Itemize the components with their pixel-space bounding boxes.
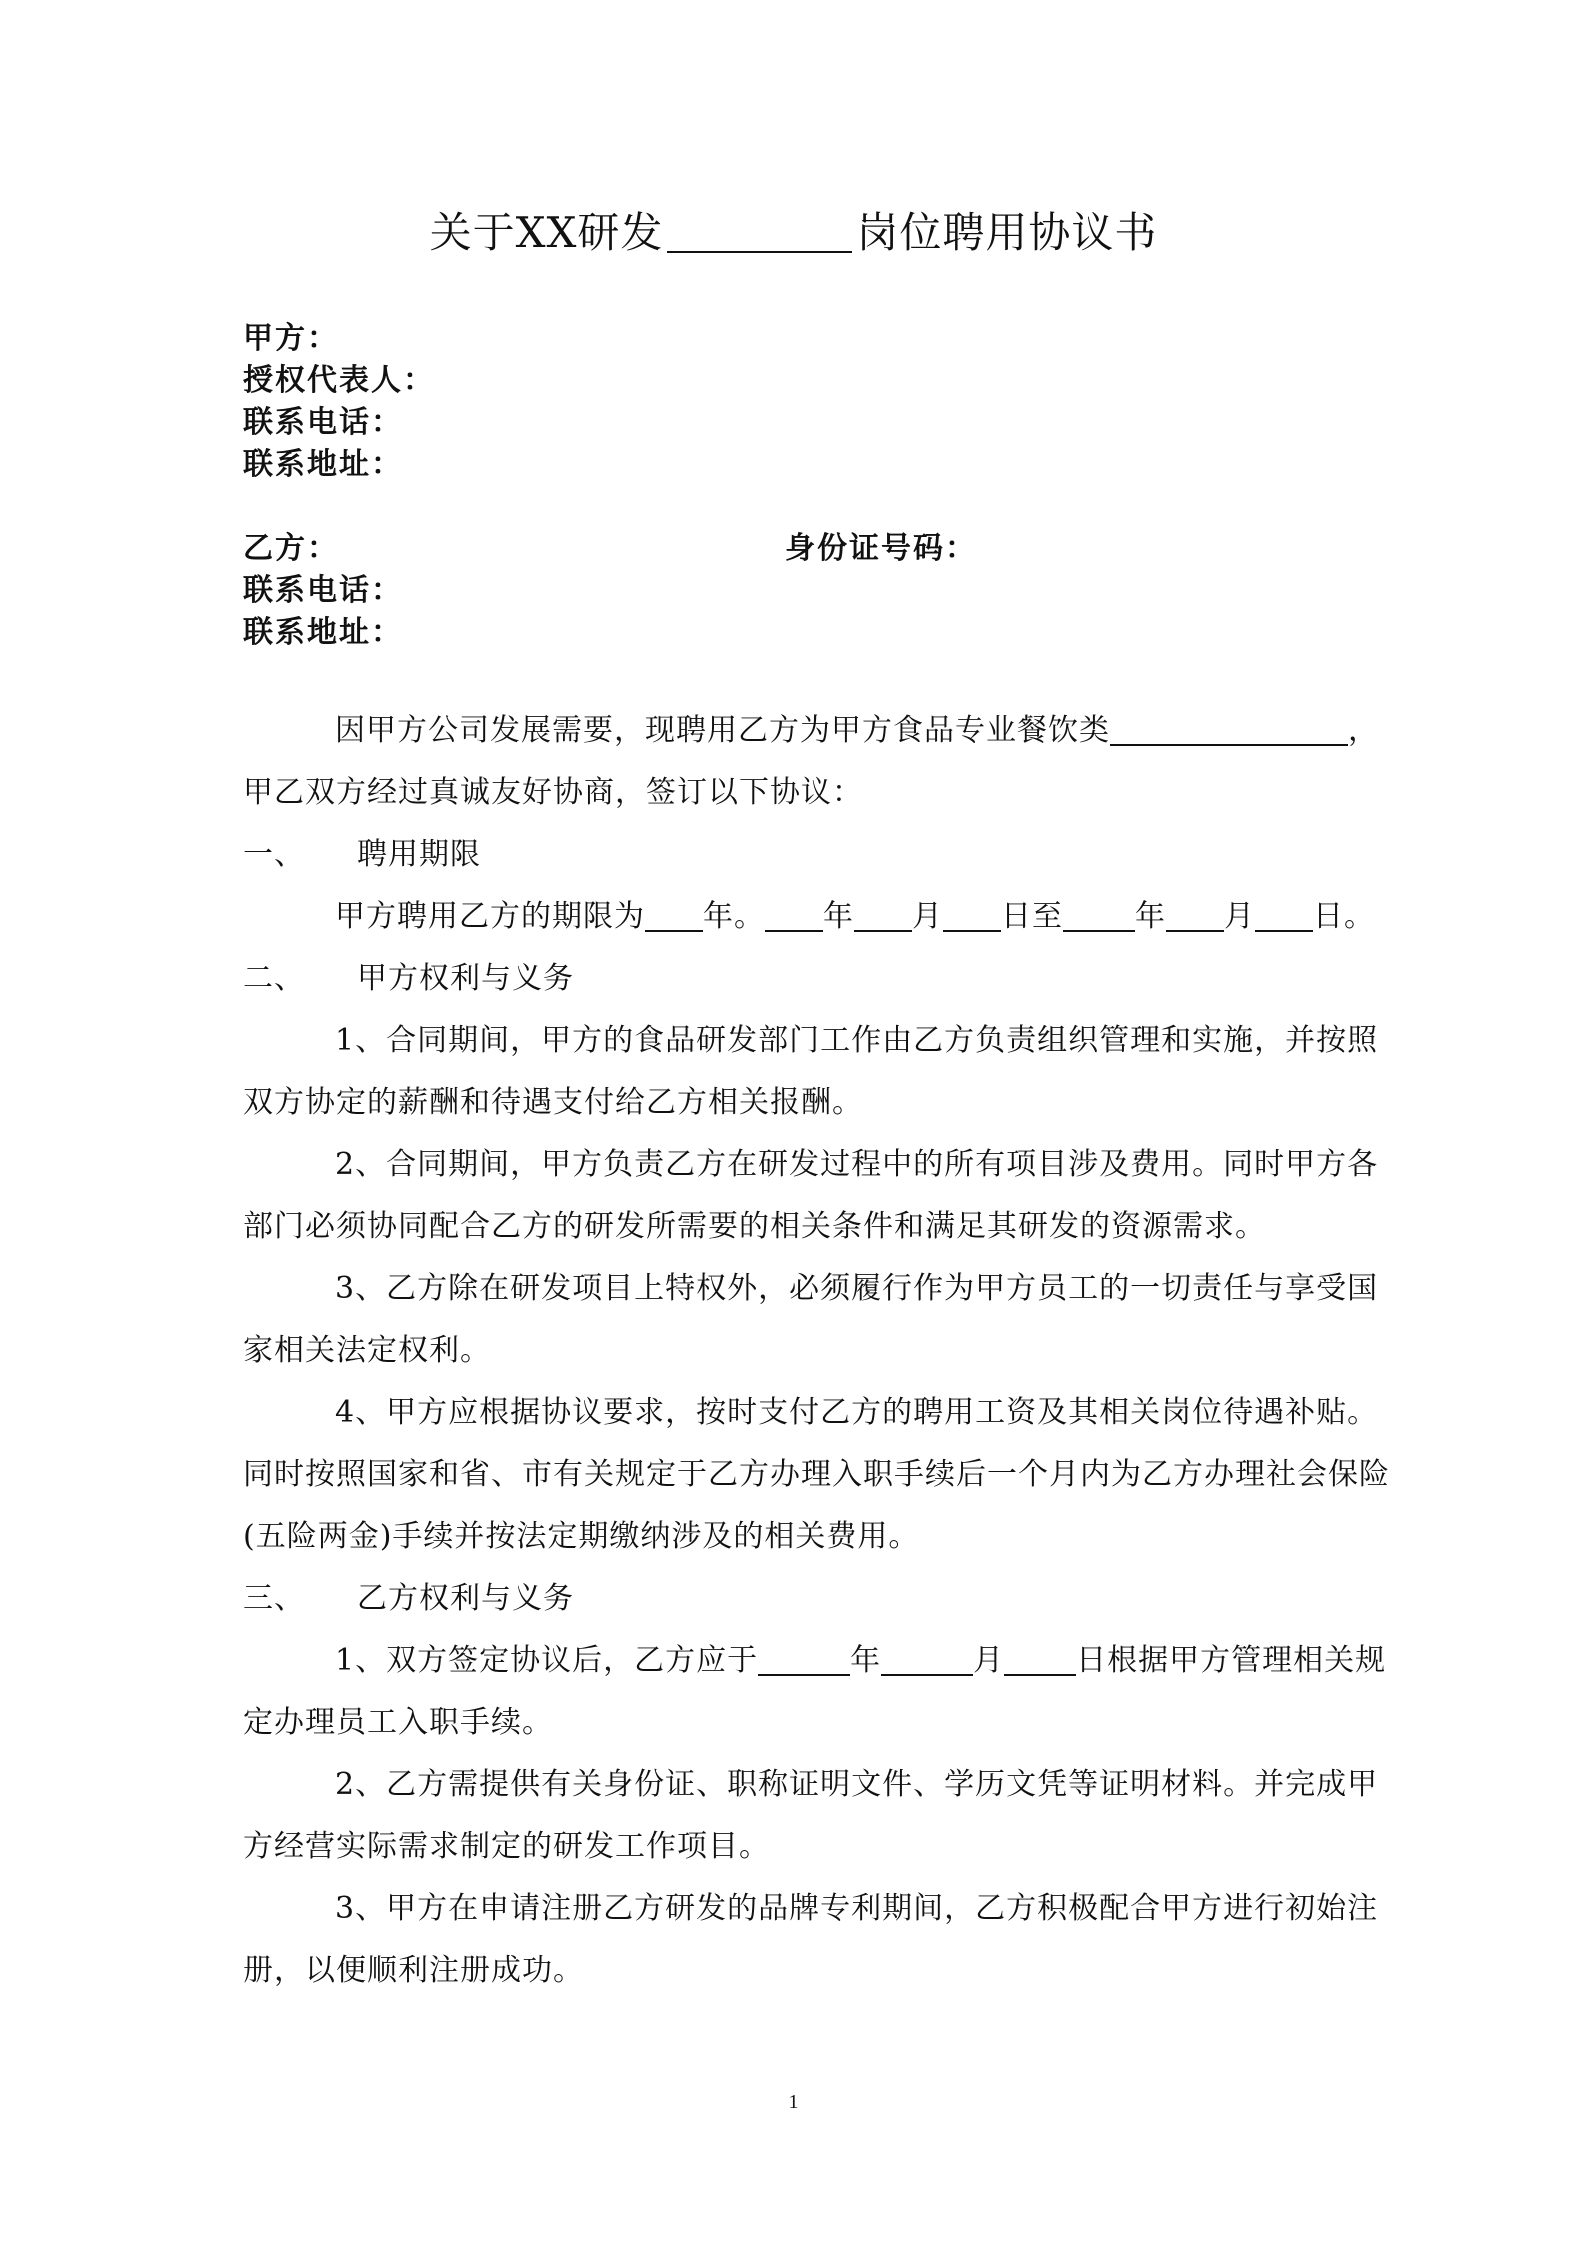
party-a-representative: 授权代表人： bbox=[243, 363, 435, 398]
party-b-duty-2-line-1: 2、乙方需提供有关身份证、职称证明文件、学历文凭等证明材料。并完成甲 bbox=[335, 1767, 1379, 1802]
party-b-duty-2-line-2: 方经营实际需求制定的研发工作项目。 bbox=[243, 1829, 770, 1864]
duty-1-text-b: 年 bbox=[850, 1643, 882, 1678]
intro-text: 因甲方公司发展需要，现聘用乙方为甲方食品专业餐饮类 bbox=[335, 713, 1110, 748]
term-line bbox=[243, 896, 1521, 938]
term-blank-end-day bbox=[1255, 898, 1313, 932]
page-number: 1 bbox=[788, 2091, 799, 2113]
party-a-duty-3-line-1: 3、乙方除在研发项目上特权外，必须履行作为甲方员工的一切责任与享受国 bbox=[335, 1271, 1379, 1306]
document-title bbox=[0, 205, 1587, 261]
entry-blank-month bbox=[881, 1642, 973, 1676]
party-b-duty-3-line-1: 3、甲方在申请注册乙方研发的品牌专利期间，乙方积极配合甲方进行初始注 bbox=[335, 1891, 1379, 1926]
party-b-label: 乙方： bbox=[243, 531, 339, 566]
term-blank-end-month bbox=[1166, 898, 1224, 932]
party-b-phone: 联系电话： bbox=[243, 573, 403, 608]
intro-line-2: 甲乙双方经过真诚友好协商，签订以下协议： bbox=[243, 775, 863, 810]
party-a-label: 甲方： bbox=[243, 321, 339, 356]
section-three-heading bbox=[243, 1578, 1429, 1620]
term-blank-start-day bbox=[943, 898, 1001, 932]
section-one-number: 一、 bbox=[243, 837, 305, 872]
party-a-duty-2-line-1: 2、合同期间，甲方负责乙方在研发过程中的所有项目涉及费用。同时甲方各 bbox=[335, 1147, 1379, 1182]
party-b-duty-1-line-1 bbox=[243, 1640, 1521, 1682]
section-three-number: 三、 bbox=[243, 1581, 305, 1616]
party-b-id-number: 身份证号码： bbox=[785, 531, 977, 566]
title-prefix: 关于XX研发 bbox=[429, 208, 664, 257]
term-blank-years bbox=[645, 898, 703, 932]
entry-blank-day bbox=[1004, 1642, 1076, 1676]
title-blank bbox=[667, 211, 852, 253]
duty-1-text-a: 1、双方签定协议后，乙方应于 bbox=[335, 1643, 759, 1678]
duty-1-text-c: 月 bbox=[973, 1643, 1005, 1678]
section-one-title: 聘用期限 bbox=[357, 837, 481, 872]
section-two-title: 甲方权利与义务 bbox=[357, 961, 574, 996]
party-a-duty-1-line-2: 双方协定的薪酬和待遇支付给乙方相关报酬。 bbox=[243, 1085, 863, 1120]
term-text-8: 日。 bbox=[1313, 899, 1375, 934]
party-a-address: 联系地址： bbox=[243, 447, 403, 482]
intro-line-1 bbox=[243, 710, 1521, 752]
term-text-3: 年 bbox=[823, 899, 854, 934]
duty-1-text-d: 日根据甲方管理相关规 bbox=[1076, 1643, 1387, 1678]
party-a-duty-4-line-3: (五险两金)手续并按法定期缴纳涉及的相关费用。 bbox=[243, 1519, 920, 1554]
section-three-title: 乙方权利与义务 bbox=[357, 1581, 574, 1616]
section-one-heading bbox=[243, 834, 1429, 876]
intro-blank bbox=[1110, 712, 1348, 746]
party-b-address: 联系地址： bbox=[243, 615, 403, 650]
term-text-6: 年 bbox=[1135, 899, 1166, 934]
term-blank-start-year bbox=[765, 898, 823, 932]
entry-blank-year bbox=[758, 1642, 850, 1676]
party-a-duty-2-line-2: 部门必须协同配合乙方的研发所需要的相关条件和满足其研发的资源需求。 bbox=[243, 1209, 1266, 1244]
party-a-phone: 联系电话： bbox=[243, 405, 403, 440]
section-two-heading bbox=[243, 958, 1429, 1000]
party-a-duty-1-line-1: 1、合同期间，甲方的食品研发部门工作由乙方负责组织管理和实施，并按照 bbox=[335, 1023, 1379, 1058]
party-a-duty-4-line-2: 同时按照国家和省、市有关规定于乙方办理入职手续后一个月内为乙方办理社会保险 bbox=[243, 1457, 1390, 1492]
term-blank-end-year bbox=[1063, 898, 1135, 932]
term-text-7: 月 bbox=[1224, 899, 1255, 934]
term-text-1: 甲方聘用乙方的期限为 bbox=[335, 899, 645, 934]
section-two-number: 二、 bbox=[243, 961, 305, 996]
party-a-duty-3-line-2: 家相关法定权利。 bbox=[243, 1333, 491, 1368]
term-text-2: 年。 bbox=[703, 899, 765, 934]
party-a-duty-4-line-1: 4、甲方应根据协议要求，按时支付乙方的聘用工资及其相关岗位待遇补贴。 bbox=[335, 1395, 1379, 1430]
term-text-4: 月 bbox=[912, 899, 943, 934]
party-b-duty-3-line-2: 册，以便顺利注册成功。 bbox=[243, 1953, 584, 1988]
term-blank-start-month bbox=[854, 898, 912, 932]
term-text-5: 日至 bbox=[1001, 899, 1063, 934]
title-suffix: 岗位聘用协议书 bbox=[856, 208, 1158, 257]
intro-comma: ， bbox=[1348, 713, 1379, 748]
party-b-duty-1-line-2: 定办理员工入职手续。 bbox=[243, 1705, 553, 1740]
